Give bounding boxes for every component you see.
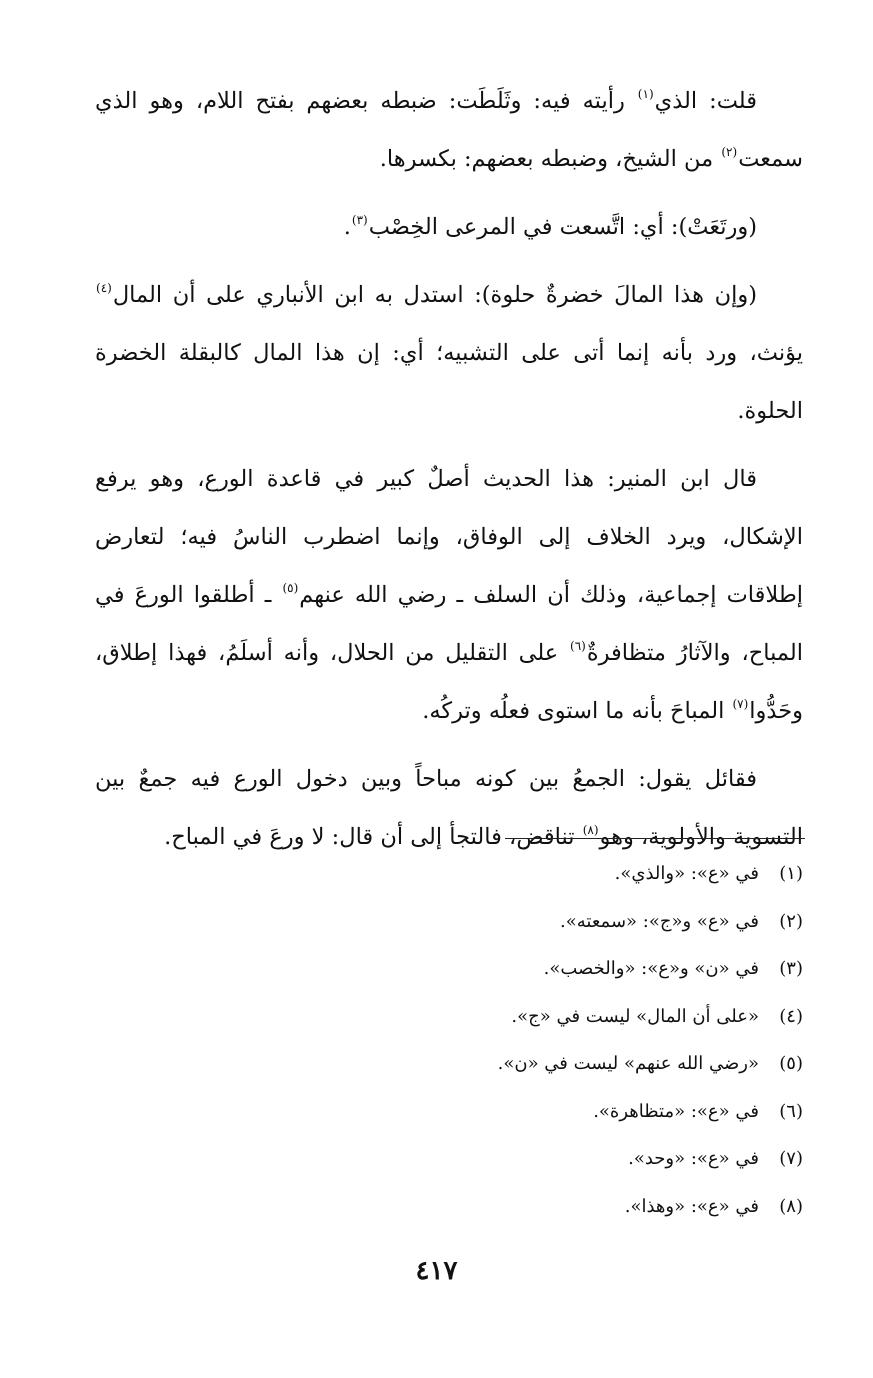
- text-segment: رأيته فيه: وثَلَطَت: ضبطه بعضهم بفتح اللام، وهو الذي سمعت: [95, 88, 803, 172]
- footnote-text: «على أن المال» ليست في «ج».: [511, 1005, 759, 1027]
- paragraph: [95, 266, 803, 440]
- footnote-text: في «ع»: «وحد».: [628, 1148, 759, 1169]
- text-segment: يؤنث، ورد بأنه إنما أتى على التشبيه؛ أي: إن هذا المال كالبقلة الخضرة الحلوة.: [95, 340, 803, 424]
- paragraph: [95, 750, 803, 866]
- footnote-text: في «ع»: «متظاهرة».: [593, 1100, 759, 1122]
- text-segment: المباحَ بأنه ما استوى فعلُه وتركُه.: [422, 698, 732, 724]
- footnote-item: [283, 1183, 803, 1231]
- footnote-item: [283, 1040, 803, 1088]
- footnote-text: «رضي الله عنهم» ليست في «ن».: [497, 1053, 759, 1074]
- paragraph: [95, 450, 803, 740]
- footnote-separator: [505, 838, 805, 839]
- footnote-reference: (٦): [570, 639, 586, 653]
- footnote-item: [283, 945, 803, 993]
- footnote-text: في «ع»: «وهذا».: [624, 1195, 759, 1217]
- footnote-reference: (٧): [732, 697, 749, 711]
- text-segment: قلت: الذي: [654, 88, 757, 114]
- text-segment: (ورتَعَتْ): أي: اتَّسعت في المرعى الخِصْب: [368, 214, 757, 240]
- paragraph: [95, 198, 803, 256]
- page-number: ٤١٧: [415, 1256, 458, 1286]
- main-text: [95, 72, 803, 866]
- footnote-number: (١): [779, 863, 803, 884]
- footnote-reference: (١): [637, 87, 654, 101]
- footnote-reference: (٨): [582, 823, 599, 837]
- footnote-reference: (٤): [96, 281, 112, 295]
- footnote-number: (٨): [779, 1195, 803, 1217]
- footnote-item: [283, 1135, 803, 1183]
- text-segment: من الشيخ، وضبطه بعضهم: بكسرها.: [379, 146, 721, 172]
- footnotes-list: [283, 850, 803, 1230]
- footnote-number: (٣): [779, 958, 803, 979]
- footnote-text: في «ن» و«ع»: «والخصب».: [543, 958, 759, 979]
- footnote-text: في «ع»: «والذي».: [614, 863, 759, 884]
- footnote-reference: (٢): [721, 145, 738, 159]
- text-segment: على التقليل من الحلال، وأنه أسلَمُ، فهذا إطلاق، وحَدُّوا: [95, 640, 803, 724]
- paragraph: [95, 72, 803, 188]
- footnote-text: في «ع» و«ج»: «سمعته».: [560, 910, 759, 932]
- footnote-item: [283, 1088, 803, 1136]
- footnote-reference: (٣): [351, 213, 368, 227]
- text-segment: ـ أطلقوا الورعَ في المباح، والآثارُ متظافرةٌ: [95, 582, 803, 666]
- footnote-number: (٤): [779, 1005, 803, 1027]
- text-segment: .: [343, 214, 351, 240]
- text-segment: قال ابن المنير: هذا الحديث أصلٌ كبير في قاعدة الورع، وهو يرفع الإشكال، ويرد الخلاف إلى الوفاق، وإنما اضطرب الناسُ فيه؛ لتعارض إطلاقات إجماعية، وذلك أن السلف ـ رضي الله عنهم: [95, 466, 803, 608]
- footnote-number: (٥): [779, 1053, 803, 1074]
- footnote-item: [283, 898, 803, 946]
- text-segment: فقائل يقول: الجمعُ بين كونه مباحاً وبين دخول الورع فيه جمعٌ بين التسوية والأولوية، وهو: [95, 766, 803, 850]
- footnote-number: (٦): [779, 1100, 803, 1122]
- text-segment: تناقض، فالتجأ إلى أن قال: لا ورعَ في المباح.: [164, 824, 582, 850]
- footnote-reference: (٥): [282, 581, 299, 595]
- footnote-item: [283, 850, 803, 898]
- footnote-number: (٧): [779, 1148, 803, 1169]
- footnote-item: [283, 993, 803, 1041]
- footnote-number: (٢): [779, 910, 803, 932]
- text-segment: (وإن هذا المالَ خضرةٌ حلوة): استدل به ابن الأنباري على أن المال: [112, 282, 757, 308]
